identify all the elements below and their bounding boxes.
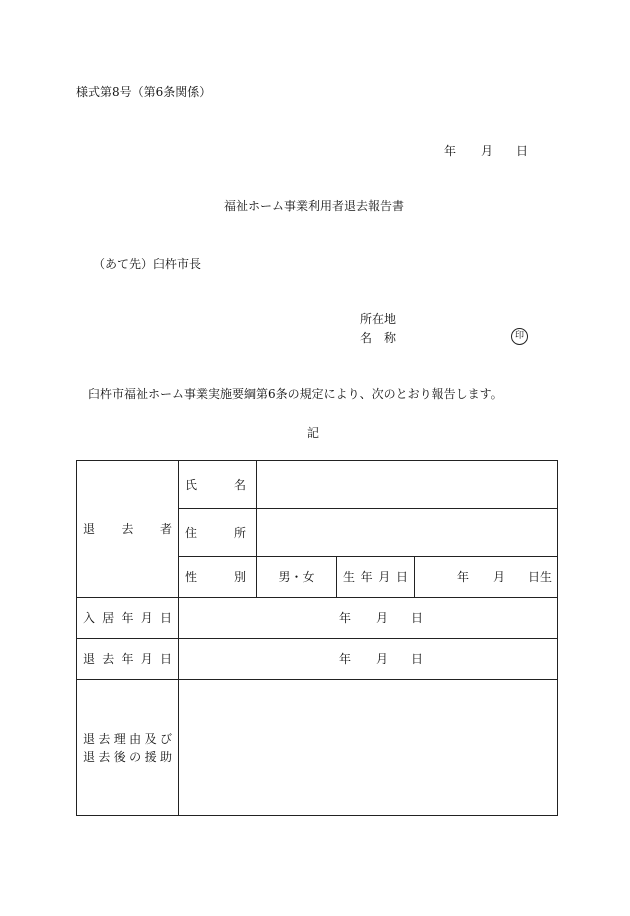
birth-month-label: 月 [493,570,506,584]
address-field[interactable] [257,509,558,557]
birth-label-cell [337,557,415,598]
address-label-cell [179,509,257,557]
date-month-label: 月 [481,144,494,158]
move-in-label-cell [77,598,179,639]
name-label-cell [179,461,257,509]
date-day-label: 日 [516,144,529,158]
name-label-second-char: 称 [384,331,397,345]
move-in-date-label: 入 居 年 月 日 [83,611,172,625]
birth-day-label: 日生 [528,570,553,584]
birth-date-label: 生 年 月 日 [343,570,408,584]
form-number: 様式第8号（第6条関係） [76,85,212,99]
address-field-label: 住 所 [185,525,246,540]
reason-label-line-2: 退 去 後 の 援 助 [83,749,172,764]
name-field[interactable] [257,461,558,509]
leaver-label: 退 去 者 [83,522,172,536]
move-in-year-label: 年 [339,611,352,625]
seal-mark: 印 [511,328,528,345]
move-out-year-label: 年 [339,652,352,666]
move-in-date-field[interactable] [179,598,558,639]
move-out-day-label: 日 [411,652,424,666]
date-year-label: 年 [444,144,457,158]
reason-field[interactable] [179,680,558,816]
move-out-month-label: 月 [376,652,389,666]
document-title: 福祉ホーム事業利用者退去報告書 [224,199,405,213]
location-label: 所在地 [360,312,397,326]
move-out-label-cell [77,639,179,680]
move-in-day-label: 日 [411,611,424,625]
addressee: （あて先）臼杵市長 [93,257,202,271]
birth-year-label: 年 [457,570,470,584]
move-out-date-field[interactable] [179,639,558,680]
leaver-label-cell [77,461,179,598]
report-table [76,460,558,816]
move-in-month-label: 月 [376,611,389,625]
gender-options[interactable]: 男・女 [257,557,337,598]
reason-label [77,730,178,766]
body-text: 臼杵市福祉ホーム事業実施要綱第6条の規定により、次のとおり報告します。 [88,387,503,401]
name-label-first-char: 名 [360,331,373,345]
gender-label-cell [179,557,257,598]
move-out-date-label: 退 去 年 月 日 [83,652,172,666]
birth-date-field[interactable] [415,557,558,598]
reason-label-cell [77,680,179,816]
reason-label-line-1: 退 去 理 由 及 び [83,731,172,746]
gender-field-label: 性 別 [185,570,246,584]
ki-heading: 記 [307,426,320,440]
name-field-label: 氏 名 [185,477,246,492]
